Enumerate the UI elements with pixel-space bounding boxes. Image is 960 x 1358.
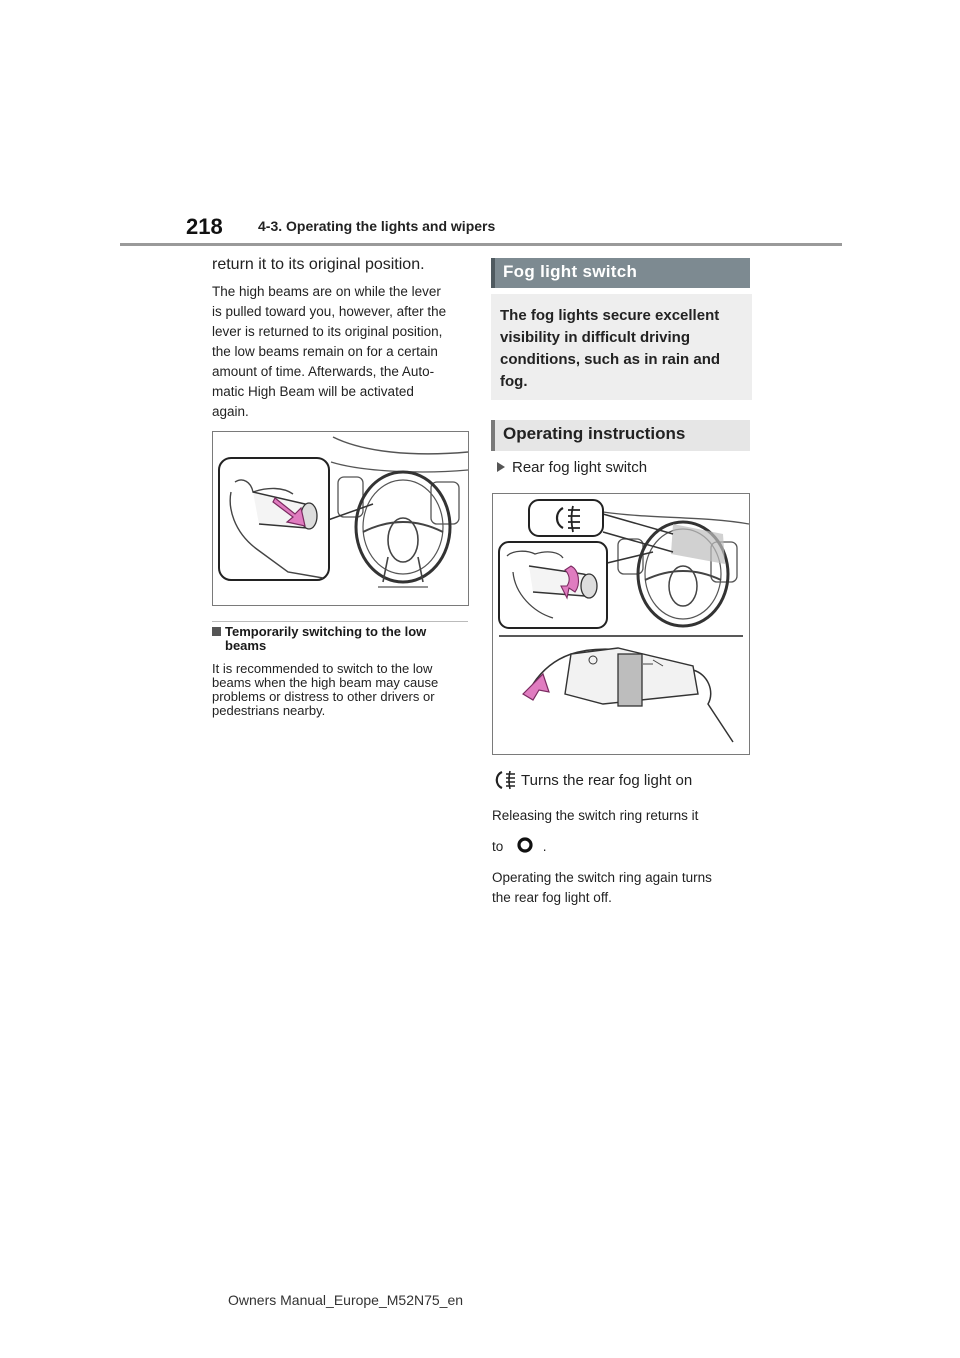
low-beam-note (212, 662, 468, 718)
paragraph-line: lever is returned to its original position, (212, 324, 443, 339)
paragraph-line: amount of time. Afterwards, the Auto- (212, 364, 435, 379)
triangle-bullet-icon (497, 462, 505, 472)
square-bullet-icon (212, 627, 221, 636)
off-position-icon (515, 836, 535, 854)
intro-line: conditions, such as in rain and (500, 351, 721, 368)
rear-fog-switch-illustration (492, 493, 750, 755)
banner-accent (491, 258, 495, 288)
release-to-text: to (492, 839, 504, 854)
note-line: pedestrians nearby. (212, 703, 326, 718)
header-rule (120, 243, 842, 246)
again-line: the rear fog light off. (492, 890, 612, 905)
note-line: problems or distress to other drivers or (212, 689, 435, 704)
subheading-line: beams (225, 638, 267, 653)
paragraph-line: again. (212, 404, 249, 419)
section-title: 4-3. Operating the lights and wipers (258, 218, 496, 234)
high-beam-paragraph (212, 282, 472, 422)
release-end-text: . (542, 839, 547, 854)
paragraph-line: The high beams are on while the lever (212, 284, 441, 299)
fog-caption (493, 770, 692, 790)
figure-divider (212, 621, 468, 622)
intro-line: fog. (500, 373, 528, 390)
operate-again-paragraph (492, 868, 752, 908)
intro-line: The fog lights secure excellent (500, 307, 720, 324)
lead-sentence: return it to its original position. (212, 256, 425, 273)
release-line: Releasing the switch ring returns it (492, 808, 699, 823)
again-line: Operating the switch ring again turns (492, 870, 712, 885)
paragraph-line: matic High Beam will be activated (212, 384, 414, 399)
paragraph-line: the low beams remain on for a certain (212, 344, 438, 359)
temporary-low-beam-heading (212, 625, 468, 653)
note-line: It is recommended to switch to the low (212, 661, 433, 676)
note-line: beams when the high beam may cause (212, 675, 439, 690)
banner-title: Operating instructions (503, 424, 686, 443)
rear-fog-bullet (497, 459, 647, 476)
operating-instructions-banner (491, 420, 750, 451)
release-to-line (492, 836, 752, 857)
bullet-label: Rear fog light switch (512, 459, 648, 476)
fog-caption-text: Turns the rear fog light on (521, 772, 693, 789)
subheading-line: Temporarily switching to the low (225, 624, 427, 639)
paragraph-line: is pulled toward you, however, after the (212, 304, 447, 319)
page-number: 218 (186, 214, 223, 239)
banner-accent (491, 420, 495, 451)
footer-text: Owners Manual_Europe_M52N75_en (228, 1292, 464, 1308)
rear-fog-light-icon (493, 770, 517, 790)
fog-light-switch-banner (491, 258, 750, 288)
intro-line: visibility in difficult driving (500, 329, 691, 346)
lever-illustration (212, 431, 469, 606)
banner-title: Fog light switch (503, 262, 638, 281)
fog-intro-box (491, 294, 752, 400)
